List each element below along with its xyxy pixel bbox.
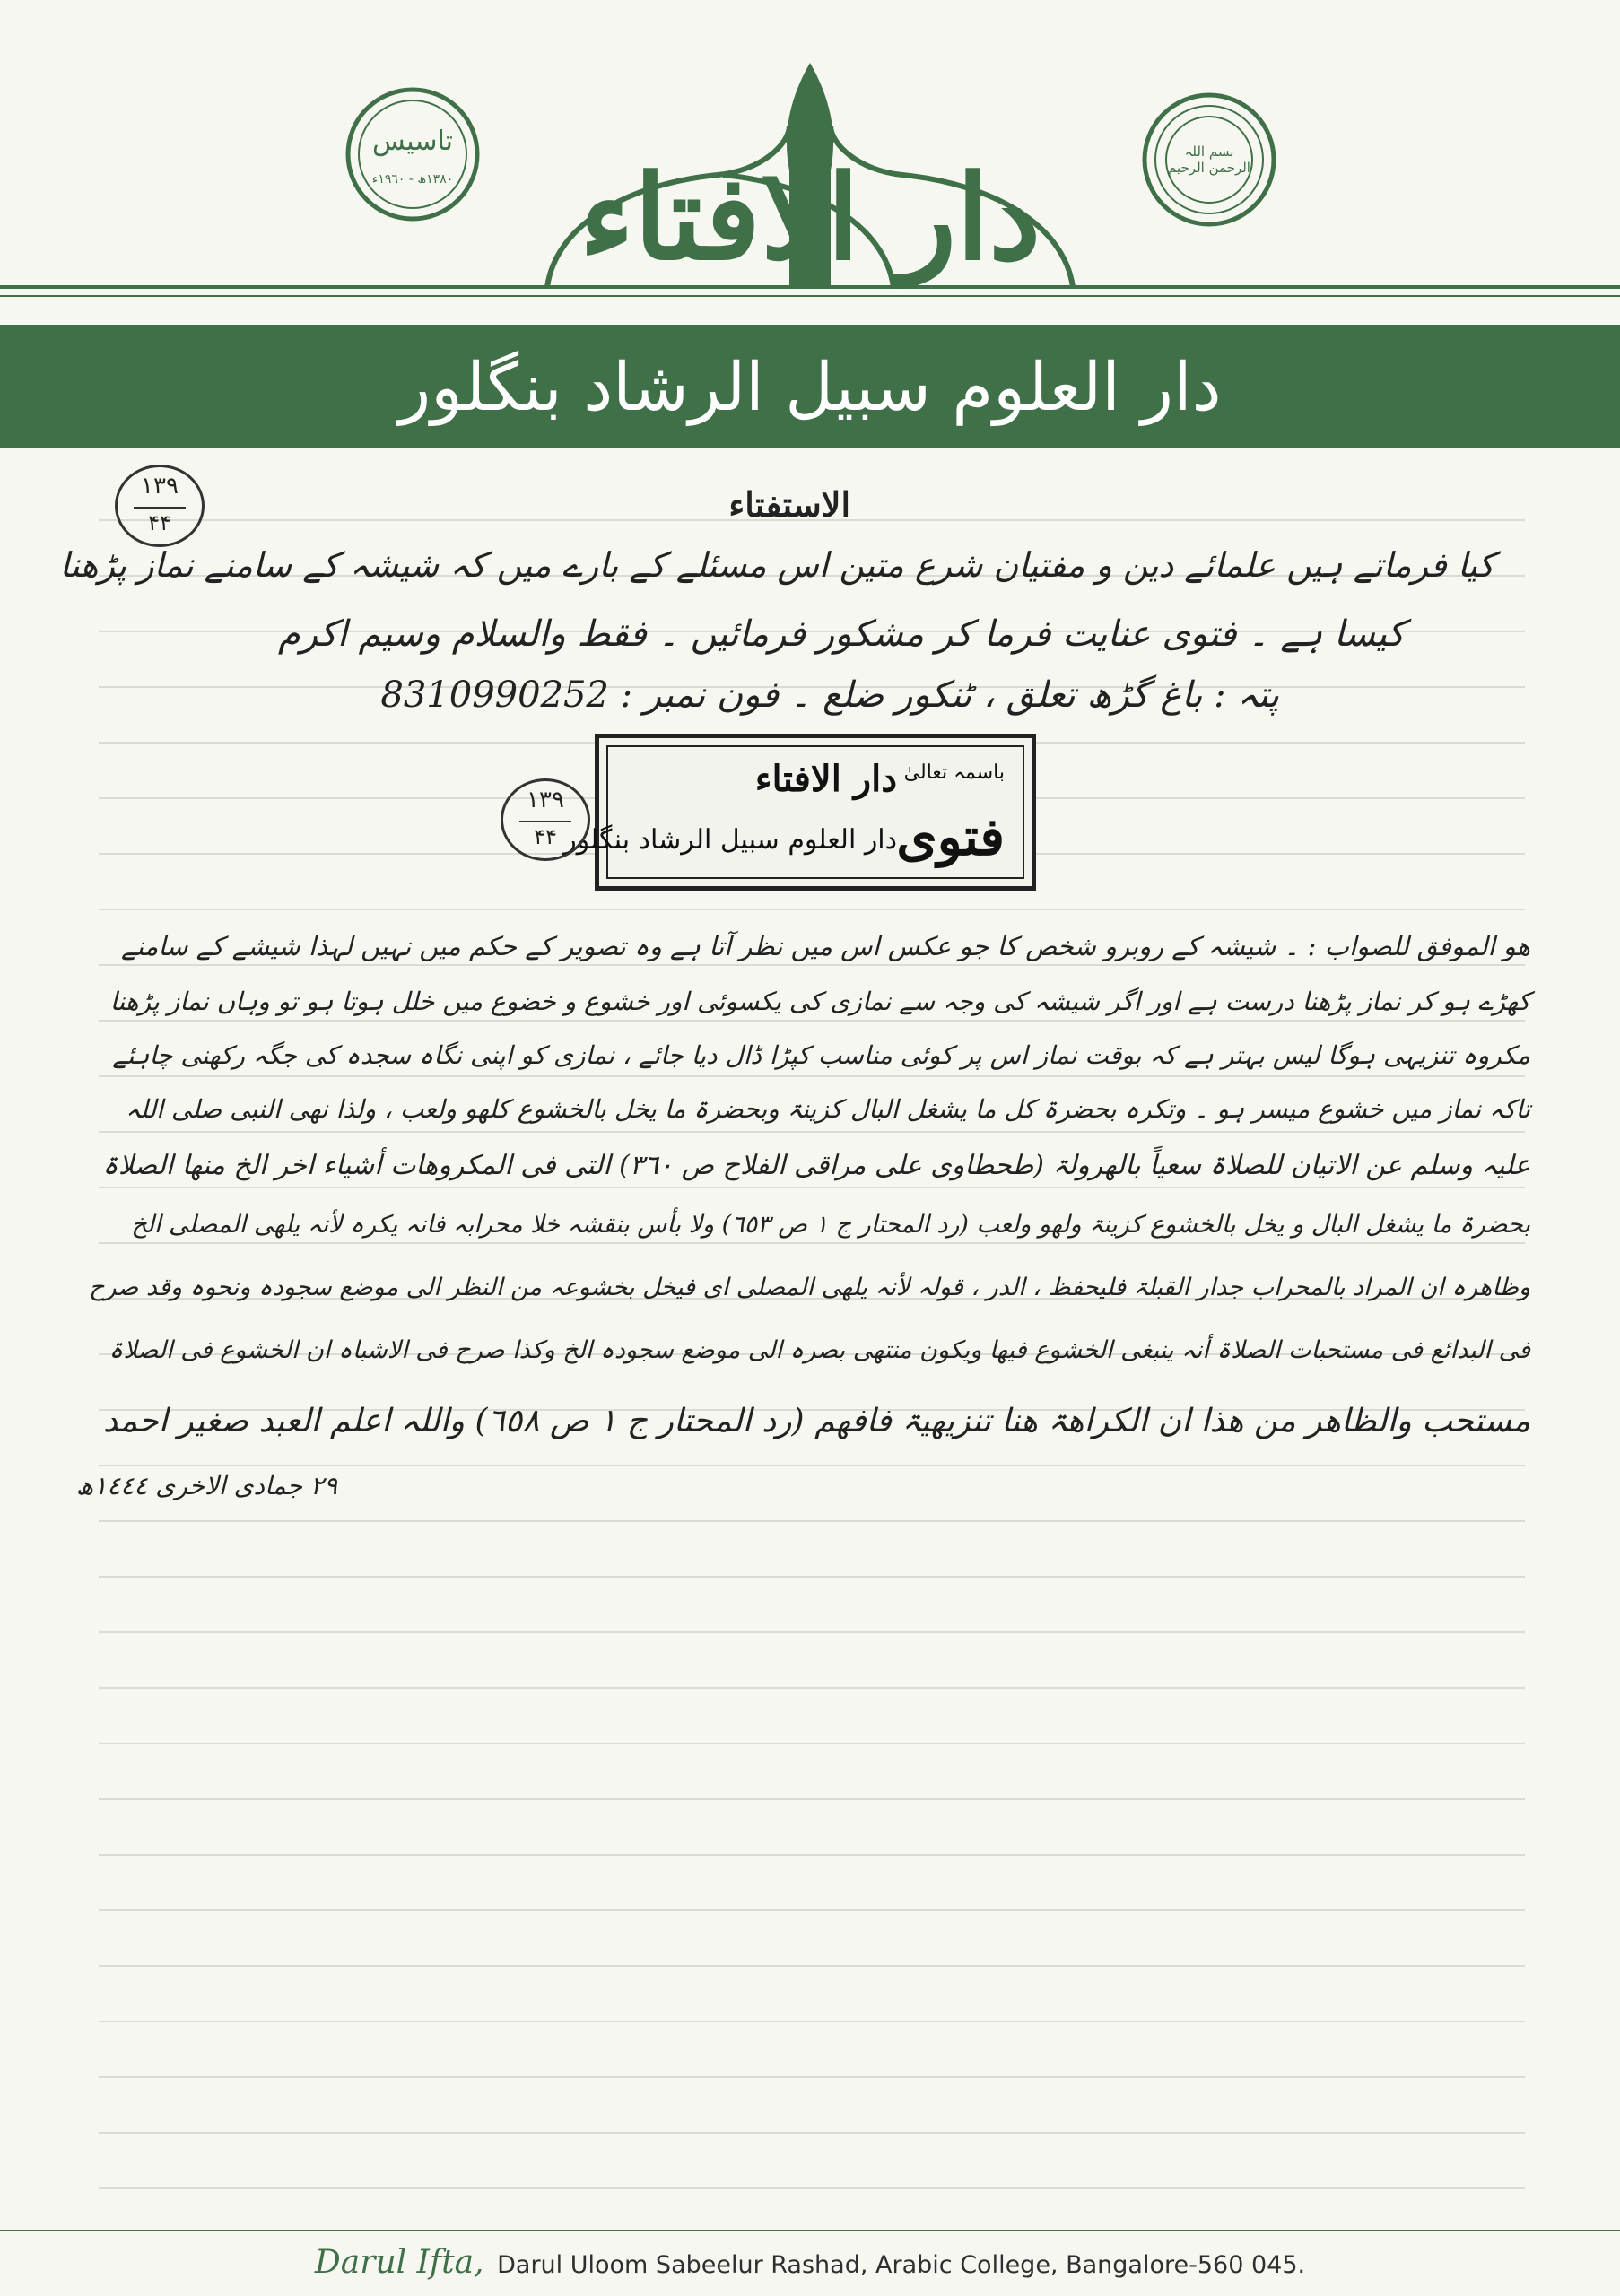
ref-fraction-rule (134, 507, 186, 509)
istifta-ref-number: ١٣٩ (141, 473, 179, 500)
left-seal-name: تاسیس (372, 126, 453, 157)
istifta-line: کیا فرماتے ہیں علمائے دین و مفتیان شرع متین اس مسئلے کے بارے میں کہ شیشہ کے سامنے نماز پڑھنا (59, 545, 1494, 585)
istifta-reference (115, 465, 205, 547)
answer-line: بحضرۃ ما یشغل البال و یخل بالخشوع کزینۃ ولھو ولعب (رد المحتار ج ١ ص ٦٥٣) ولا بأس بنقشہ خلا محرابہ فانہ یکرہ لأنہ یلھی المصلی الخ (131, 1211, 1530, 1239)
right-seal-text: بسم اللہ الرحمن الرحیم (1168, 144, 1250, 176)
istifta-ref-sub: ۴۴ (148, 510, 171, 535)
fatwa-stamp (563, 734, 1036, 891)
stamp-fatwa: فتوی (896, 806, 1005, 867)
ref-fraction-rule (519, 821, 571, 822)
left-seal-year: ١٣٨٠ھ - ١٩٦٠ء (371, 172, 454, 187)
darul-ifta-title: دار الافتاء (579, 149, 1041, 286)
answer-date: ٢٩ جمادی الاخری ١٤٤٤ھ (75, 1471, 337, 1500)
stamp-bismillah: باسمہ تعالیٰ (903, 761, 1005, 784)
istifta-heading: الاستفتاء (728, 484, 850, 525)
answer-reference (501, 778, 590, 861)
answer-line: کھڑے ہو کر نماز پڑھنا درست ہے اور اگر شیشہ کی وجہ سے نمازی کی یکسوئی اور خشوع و خضوع میں خلل ہوتا ہو تو وہاں نماز پڑھنا (109, 987, 1530, 1016)
footer-brand: Darul Ifta, (314, 2244, 484, 2281)
answer-line: مستحب والظاھر من ھذا ان الکراھۃ ھنا تنزیھیۃ فافھم (رد المحتار ج ١ ص ٦٥٨) واللہ اعلم العبد صغیر احمد (102, 1403, 1530, 1439)
answer-ref-number: ١٣٩ (527, 787, 564, 813)
footer-rule (0, 2230, 1620, 2231)
answer-ref-sub: ۴۴ (534, 824, 557, 849)
answer-line: وظاھرہ ان المراد بالمحراب جدار القبلۃ فلیحفظ ، الدر ، قولہ لأنہ یلھی المصلی ای فیخل بخشوعہ من النظر الی موضع سجودہ ونحوہ وقد صرح (89, 1274, 1530, 1301)
footer (0, 2242, 1620, 2283)
banner-title: دار العلوم سبیل الرشاد بنگلور (398, 349, 1222, 426)
answer-line: ھو الموفق للصواب : ۔ شیشہ کے روبرو شخص کا جو عکس اس میں نظر آتا ہے وہ تصویر کے حکم میں نہیں لہذا شیشے کے سامنے (121, 931, 1530, 961)
answer-line: فی البدائع فی مستحبات الصلاۃ أنہ ینبغی الخشوع فیھا ویکون منتھی بصرہ الی موضع سجودہ الخ وکذا صرح فی الاشباہ ان الخشوع فی الصلاۃ (109, 1336, 1530, 1364)
answer-line: علیہ وسلم عن الاتیان للصلاۃ سعیاً بالھرولۃ (طحطاوی علی مراقی الفلاح ص ٣٦٠) التی فی المکروھات أشیاء اخر الخ منھا الصلاۃ (102, 1150, 1530, 1181)
istifta-line: پتہ : باغ گڑھ تعلق ، ٹنکور ضلع ۔ فون نمبر : 8310990252 (380, 674, 1279, 716)
answer-line: تاکہ نماز میں خشوع میسر ہو ۔ وتکرہ بحضرۃ کل ما یشغل البال کزینۃ وبحضرۃ ما یخل بالخشوع کلھو ولعب ، ولذا نھی النبی صلی اللہ (126, 1094, 1530, 1124)
footer-address: Darul Uloom Sabeelur Rashad, Arabic College, Bangalore-560 045. (497, 2251, 1306, 2279)
stamp-office: دار الافتاء (754, 758, 897, 800)
stamp-institution: دار العلوم سبیل الرشاد بنگلور (563, 824, 897, 856)
answer-line: مکروہ تنزیہی ہوگا لیس بہتر ہے کہ بوقت نماز اس پر کوئی مناسب کپڑا ڈال دیا جائے ، نمازی کو اپنی نگاہ سجدہ کی جگہ رکھنی چاہئے (112, 1040, 1530, 1070)
istifta-line: کیسا ہے ۔ فتوی عنایت فرما کر مشکور فرمائیں ۔ فقط والسلام وسیم اکرم (277, 613, 1405, 655)
